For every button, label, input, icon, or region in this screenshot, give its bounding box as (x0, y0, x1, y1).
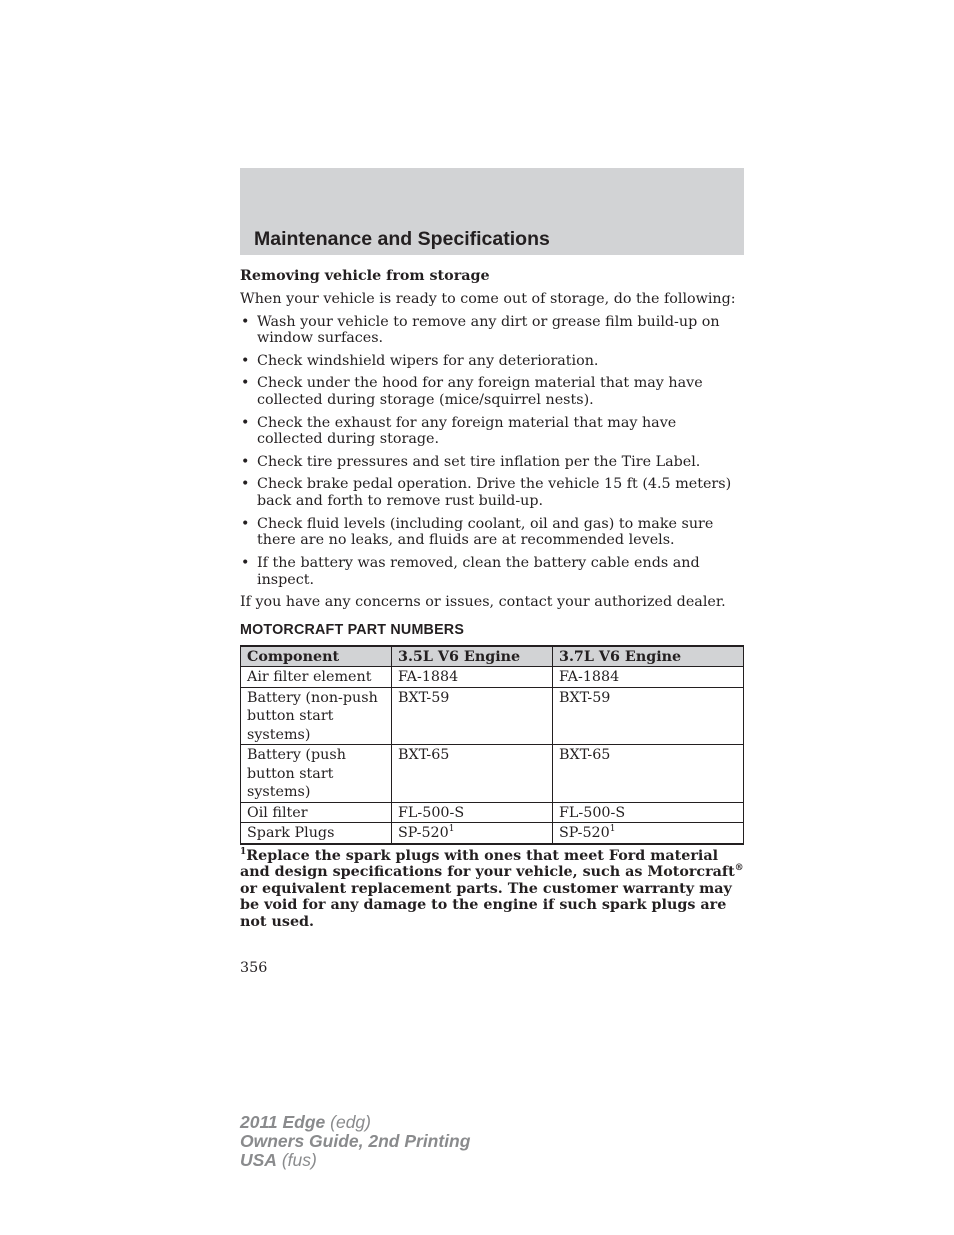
cell-component: Battery (push button start systems) (241, 745, 392, 803)
list-item: • Check windshield wipers for any deterioration. (241, 352, 599, 369)
parts-table (240, 645, 744, 845)
bullet-icon: • (241, 313, 250, 330)
spark-plug-footnote: $^1$Replace the spark plugs with ones that meet Ford material and design specifications for your vehicle, such as Motorcraft® or equivalent replacement parts. The customer warranty may be void for any damage to the engine if such spark plugs are not used. (240, 846, 744, 930)
cell-35l: FL-500-S (392, 802, 553, 823)
cell-component: Air filter element (241, 667, 392, 688)
footnote-marker: 1 (448, 824, 455, 835)
cell-35l: BXT-65 (392, 745, 553, 803)
footer-line-region: USA (fus) (240, 1150, 317, 1170)
main-content (240, 268, 744, 930)
table-row (241, 667, 744, 688)
cell-37l: FL-500-S (553, 802, 744, 823)
footnote-marker: 1 (240, 846, 247, 857)
list-item: • Wash your vehicle to remove any dirt or grease film build-up on window surfaces. (241, 313, 720, 347)
storage-heading: Removing vehicle from storage (240, 268, 490, 284)
footer-line-model: 2011 Edge (edg) (240, 1112, 371, 1132)
cell-37l: $SP-520^1$ (553, 823, 744, 844)
bullet-icon: • (241, 554, 250, 571)
cell-35l: BXT-59 (392, 687, 553, 745)
list-item: • Check under the hood for any foreign material that may have collected during storage (mice/squirrel nests). (241, 375, 703, 409)
bullet-icon: • (241, 375, 250, 392)
table-row (241, 802, 744, 823)
cell-37l: BXT-59 (553, 687, 744, 745)
bullet-icon: • (241, 476, 250, 493)
document-footer (240, 1113, 470, 1170)
bullet-icon: • (241, 453, 250, 470)
list-item: • Check the exhaust for any foreign material that may have collected during storage. (241, 414, 677, 448)
column-header-37l: 3.7L V6 Engine (553, 646, 744, 667)
column-header-component: Component (241, 646, 392, 667)
cell-component: Spark Plugs (241, 823, 392, 844)
cell-component: Oil filter (241, 802, 392, 823)
table-row (241, 745, 744, 803)
footnote-marker: 1 (609, 824, 616, 835)
cell-component: Battery (non-push button start systems) (241, 687, 392, 745)
cell-37l: FA-1884 (553, 667, 744, 688)
list-item: • Check fluid levels (including coolant, oil and gas) to make sure there are no leaks, and fluids are at recommended levels. (241, 515, 714, 549)
cell-35l: FA-1884 (392, 667, 553, 688)
bullet-icon: • (241, 515, 250, 532)
footer-line-edition: Owners Guide, 2nd Printing (240, 1131, 471, 1151)
bullet-icon: • (241, 414, 250, 431)
page-number: 356 (240, 960, 268, 976)
column-header-35l: 3.5L V6 Engine (392, 646, 553, 667)
storage-closing: If you have any concerns or issues, contact your authorized dealer. (240, 594, 726, 611)
list-item: • Check brake pedal operation. Drive the vehicle 15 ft (4.5 meters) back and forth to remove rust build-up. (241, 476, 732, 510)
storage-checklist (240, 314, 744, 589)
cell-37l: BXT-65 (553, 745, 744, 803)
cell-35l: $SP-520^1$ (392, 823, 553, 844)
motorcraft-heading: MOTORCRAFT PART NUMBERS (240, 622, 465, 639)
table-row (241, 687, 744, 745)
list-item: • If the battery was removed, clean the battery cable ends and inspect. (241, 554, 700, 588)
page-title: Maintenance and Specifications (254, 228, 550, 250)
list-item: • Check tire pressures and set tire inflation per the Tire Label. (241, 453, 701, 470)
storage-intro: When your vehicle is ready to come out of storage, do the following: (240, 290, 736, 307)
registered-mark: ® (734, 863, 744, 874)
table-header-row (241, 646, 744, 667)
table-row (241, 823, 744, 844)
bullet-icon: • (241, 352, 250, 369)
